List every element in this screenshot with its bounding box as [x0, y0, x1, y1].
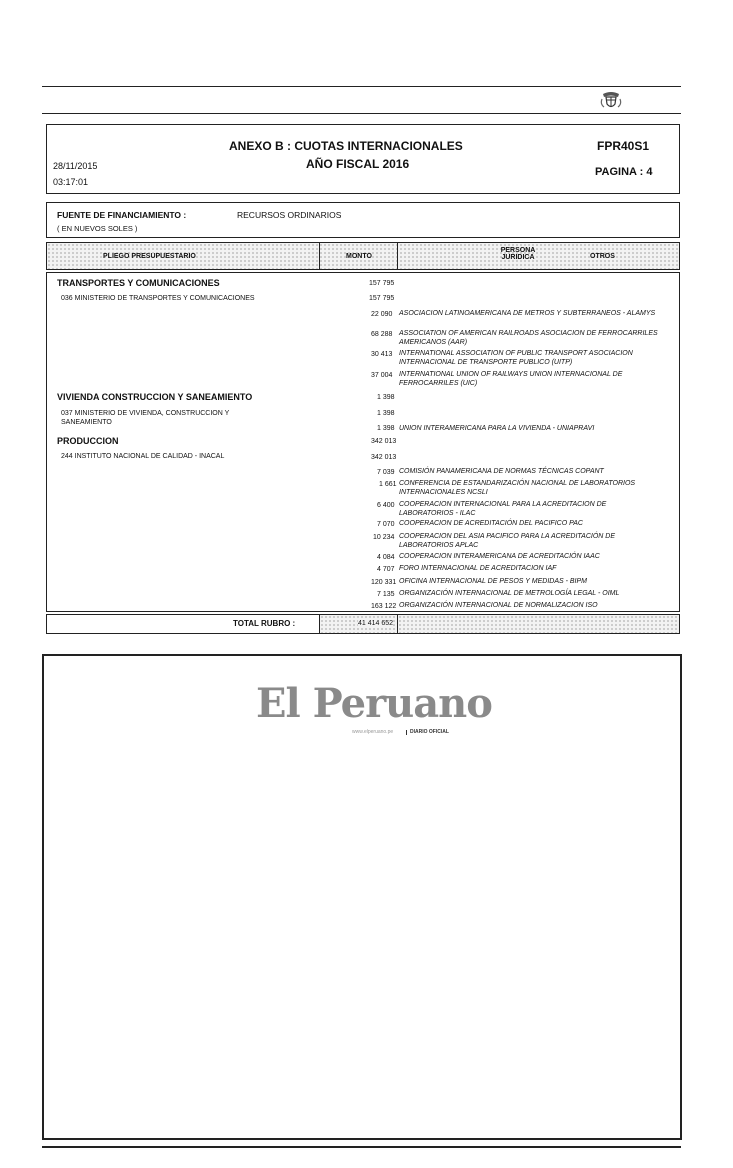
item-name: COOPERACION INTERNACIONAL PARA LA ACREDITACION DE LABORATORIOS - ILAC: [399, 501, 607, 517]
sector-title: TRANSPORTES Y COMUNICACIONES: [57, 278, 220, 288]
header-rule: [42, 113, 681, 114]
item-name: ORGANIZACIÓN INTERNACIONAL DE METROLOGÍA LEGAL - OIML: [399, 590, 620, 597]
peru-coat-of-arms-icon: [600, 91, 622, 111]
item-name: COMISIÓN PANAMERICANA DE NORMAS TÉCNICAS COPANT: [399, 468, 604, 475]
total-label-cell: [47, 615, 320, 633]
item-name: COOPERACION DE ACREDITACIÓN DEL PACIFICO PAC: [399, 520, 583, 527]
bottom-rule: [42, 1146, 681, 1148]
item-name: CONFERENCIA DE ESTANDARIZACIÓN NACIONAL DE LABORATORIOS INTERNACIONALES NCSLI: [399, 480, 636, 496]
total-label: TOTAL RUBRO :: [233, 619, 296, 628]
total-blank-cell: [398, 615, 679, 633]
sector-amount: 342 013: [371, 438, 397, 445]
logo-url: www.elperuano.pe: [352, 729, 394, 735]
item-amount: 68 288: [371, 331, 393, 338]
entity-amount: 1 398: [377, 410, 395, 417]
column-header-pliego: PLIEGO PRESUPUESTARIO: [47, 243, 320, 269]
total-amount: 41 414 652: [358, 620, 394, 627]
total-row: [46, 614, 680, 634]
table-header: [46, 242, 680, 270]
financing-value: RECURSOS ORDINARIOS: [237, 210, 342, 220]
item-name: COOPERACION DEL ASIA PACIFICO PARA LA ACREDITACIÓN DE LABORATORIOS APLAC: [399, 533, 616, 549]
report-title: ANEXO B : CUOTAS INTERNACIONALES: [229, 139, 463, 153]
item-amount: 22 090: [371, 311, 393, 318]
report-subtitle: AÑO FISCAL 2016: [306, 157, 410, 171]
column-header-persona: PERSONA JURIDICA OTROS: [500, 247, 615, 261]
item-name: OFICINA INTERNACIONAL DE PESOS Y MEDIDAS - BIPM: [399, 578, 588, 585]
sector-title: PRODUCCION: [57, 436, 119, 446]
item-amount: 30 413: [371, 351, 393, 358]
item-amount: 1 398: [377, 425, 395, 432]
entity-amount: 157 795: [369, 295, 395, 302]
logo-tagline: DIARIO OFICIAL: [406, 730, 449, 735]
column-header-monto: MONTO: [320, 243, 398, 269]
item-amount: 6 400: [377, 502, 395, 509]
entity-name: 036 MINISTERIO DE TRANSPORTES Y COMUNICACIONES: [61, 295, 255, 302]
item-name: ASOCIACION LATINOAMERICANA DE METROS Y SUBTERRANEOS - ALAMYS: [399, 310, 656, 317]
report-date: 28/11/2015: [53, 161, 98, 171]
sector-title: VIVIENDA CONSTRUCCION Y SANEAMIENTO: [57, 392, 253, 402]
report-code: FPR40S1: [597, 139, 650, 153]
entity-amount: 342 013: [371, 454, 397, 461]
table-body: [46, 272, 680, 612]
report-page: PAGINA : 4: [595, 166, 653, 178]
item-amount: 7 070: [377, 521, 395, 528]
financing-label: FUENTE DE FINANCIAMIENTO :: [57, 210, 187, 220]
item-amount: 4 707: [377, 566, 395, 573]
item-name: UNION INTERAMERICANA PARA LA VIVIENDA - UNIAPRAVI: [399, 425, 595, 432]
advert-box: [42, 654, 682, 1140]
report-time: 03:17:01: [53, 177, 89, 187]
currency-note: ( EN NUEVOS SOLES ): [57, 224, 138, 233]
entity-name: 037 MINISTERIO DE VIVIENDA, CONSTRUCCION Y SANEAMIENTO: [61, 410, 230, 426]
financing-box: [46, 202, 680, 238]
item-amount: 7 039: [377, 469, 395, 476]
item-name: INTERNATIONAL UNION OF RAILWAYS UNION INTERNACIONAL DE FERROCARRILES (UIC): [399, 371, 623, 387]
el-peruano-logo: El Peruano: [256, 680, 492, 727]
item-amount: 4 084: [377, 554, 395, 561]
item-amount: 37 004: [371, 372, 393, 379]
item-name: ORGANIZACIÓN INTERNACIONAL DE NORMALIZACION ISO: [399, 602, 598, 609]
report-header-box: [46, 124, 680, 194]
item-name: ASSOCIATION OF AMERICAN RAILROADS ASOCIACION DE FERROCARRILES AMERICANOS (AAR): [399, 330, 658, 346]
sector-amount: 1 398: [377, 394, 395, 401]
top-rule: [42, 86, 681, 87]
sector-amount: 157 795: [369, 280, 395, 287]
item-amount: 10 234: [373, 534, 395, 541]
total-amount-cell: [320, 615, 398, 633]
item-name: COOPERACION INTERAMERICANA DE ACREDITACIÓN IAAC: [399, 553, 600, 560]
item-amount: 7 135: [377, 591, 395, 598]
item-name: FORO INTERNACIONAL DE ACREDITACION IAF: [399, 565, 557, 572]
item-amount: 1 661: [379, 481, 397, 488]
item-amount: 163 122: [371, 603, 397, 610]
entity-name: 244 INSTITUTO NACIONAL DE CALIDAD - INACAL: [61, 453, 225, 460]
item-name: INTERNATIONAL ASSOCIATION OF PUBLIC TRANSPORT ASOCIACION INTERNACIONAL DE TRANSPORTE PUBLICO (UITP): [399, 350, 633, 366]
column-header-otros: OTROS: [590, 253, 615, 260]
item-amount: 120 331: [371, 579, 397, 586]
